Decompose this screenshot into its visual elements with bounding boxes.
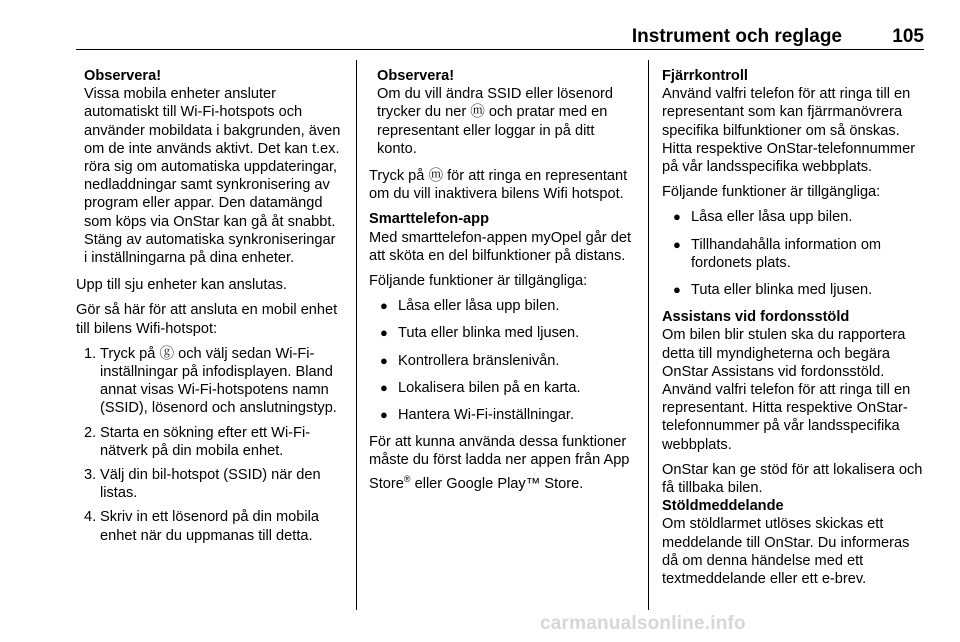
registered-mark: ® — [403, 473, 411, 484]
list-item: ● Låsa eller låsa upp bilen. — [369, 297, 635, 315]
paragraph — [369, 433, 635, 492]
column-divider-2 — [648, 60, 649, 610]
smartphone-section — [369, 210, 635, 265]
list-item — [76, 424, 342, 460]
list-item: ● Tuta eller blinka med ljusen. — [369, 324, 635, 342]
paragraph: Med smarttelefon-appen myOpel går det att sköta en del bilfunktioner på distans. — [369, 229, 632, 264]
page-header — [76, 26, 924, 46]
paragraph: OnStar kan ge stöd för att lokalisera och få tillbaka bilen. — [662, 461, 923, 497]
note-heading: Observera! — [84, 68, 162, 84]
step-text: Skriv in ett lösenord på din mobila enhet när du uppmanas till detta. — [100, 509, 320, 544]
section-title: Instrument och reglage — [631, 26, 842, 47]
paragraph: Upp till sju enheter kan anslutas. — [76, 277, 287, 294]
step-text: Starta en sökning efter ett Wi-Fi-nätverk på din mobila enhet. — [100, 424, 311, 459]
paragraph: Om bilen blir stulen ska du rapportera detta till myndigheterna och begära OnStar Assistans vid fordonsstöld. Använd valfri telefon för att ringa till en representant. Hitta respektive OnStar-telefonnummer på vår landsspecifika webbplats. — [662, 327, 911, 453]
list-item — [76, 508, 342, 544]
column-3 — [662, 67, 928, 595]
list-item: ● Kontrollera bränslenivån. — [369, 352, 635, 370]
list-item: ● Hantera Wi-Fi-inställningar. — [369, 406, 635, 424]
steps-list — [76, 345, 342, 545]
list-item: ● Tillhandahålla information om fordonets plats. — [662, 236, 928, 272]
paragraph: Använd valfri telefon för att ringa till en representant som kan fjärrmanövrera specifika bilfunktioner om så önskas. Hitta respektive OnStar-telefonnummer på vår landsspecifika webbplats. — [662, 86, 916, 176]
step-number: 1. — [84, 345, 97, 362]
functions-list — [662, 208, 928, 299]
note-box — [84, 67, 342, 267]
list-item — [76, 466, 342, 502]
note-heading: Observera! — [377, 68, 455, 84]
list-item — [76, 345, 342, 418]
step-number: 3. — [84, 467, 97, 484]
section-heading: Fjärrkontroll — [662, 68, 748, 84]
list-item: ● Låsa eller låsa upp bilen. — [662, 208, 928, 226]
paragraph: Gör så här för att ansluta en mobil enhet till bilens Wifi-hotspot: — [76, 302, 338, 337]
paragraph: Tryck på ⓜ för att ringa en representant om du vill inaktivera bilens Wifi hotspot. — [369, 168, 628, 203]
watermark: carmanualsonline.info — [540, 613, 746, 634]
section-heading: Smarttelefon-app — [369, 211, 490, 228]
paragraph: Följande funktioner är tillgängliga: — [662, 184, 881, 201]
closing-text: För att kunna använda dessa funktioner måste du först ladda ner appen från App Store — [369, 434, 630, 492]
step-number: 2. — [84, 424, 97, 441]
theft-section — [662, 308, 928, 497]
page-number: 105 — [892, 26, 924, 47]
column-2 — [369, 67, 635, 500]
note-box — [377, 67, 635, 158]
paragraph: Följande funktioner är tillgängliga: — [369, 273, 588, 290]
remote-section — [662, 67, 928, 176]
section-heading: Assistans vid fordonsstöld — [662, 309, 850, 326]
column-1 — [76, 67, 342, 551]
functions-list — [369, 297, 635, 424]
column-divider-1 — [356, 60, 357, 610]
note-text: Vissa mobila enheter ansluter automatiskt till Wi-Fi-hotspots och använder mobildata i bakgrunden, även om de inte används aktivt. Det kan t.ex. röra sig om automatiska uppdateringar, nedladdningar samt synkronisering av program eller appar. Den datamängd som köps via OnStar kan gå åt snabbt. Stäng av automatiska synkroniseringar i inställningarna på dina enheter. — [84, 86, 341, 267]
paragraph: Om stöldlarmet utlöses skickas ett meddelande till OnStar. Du informeras då om denna händelse med ett textmeddelande eller ett e-brev. — [662, 516, 910, 588]
step-text: Tryck på ⓖ och välj sedan Wi-Fi-inställningar på infodisplayen. Bland annat visas Wi-Fi-hotspotens namn (SSID), lösenord och anslutningstyp. — [100, 345, 337, 417]
list-item: ● Tuta eller blinka med ljusen. — [662, 281, 928, 299]
alarm-section — [662, 497, 928, 588]
list-item: ● Lokalisera bilen på en karta. — [369, 379, 635, 397]
note-text: Om du vill ändra SSID eller lösenord trycker du ner ⓜ och pratar med en representant eller loggar in på ditt konto. — [377, 86, 614, 157]
header-rule — [76, 49, 924, 50]
step-text: Välj din bil-hotspot (SSID) när den listas. — [100, 467, 321, 502]
section-heading: Stöldmeddelande — [662, 498, 784, 515]
closing-text-end: eller Google Play™ Store. — [410, 475, 584, 492]
step-number: 4. — [84, 509, 97, 526]
